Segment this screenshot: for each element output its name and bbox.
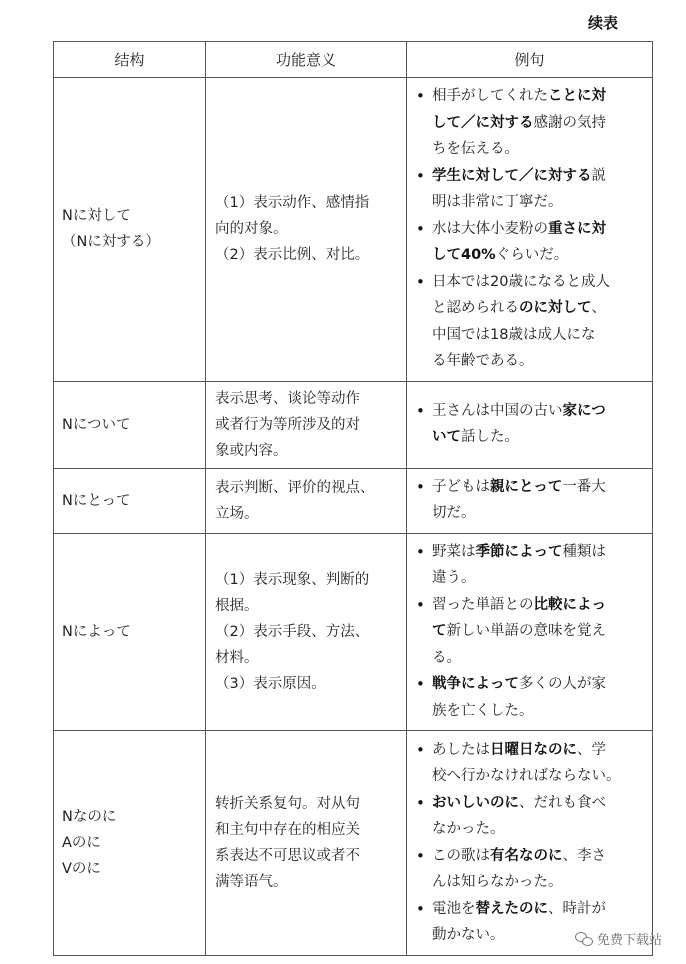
example-text: 動かない。 xyxy=(432,927,505,943)
watermark xyxy=(575,929,662,948)
example-text: 、学 xyxy=(577,741,606,758)
watermark-text: 免费下载站 xyxy=(596,933,662,948)
example-line xyxy=(432,671,646,698)
example-text: 、だれも食べ xyxy=(519,794,606,811)
pattern-cell xyxy=(54,78,206,382)
example-line xyxy=(432,348,646,375)
example-item xyxy=(415,398,646,451)
pattern-cell xyxy=(54,731,206,956)
bold-grammar-text: 比較によっ xyxy=(533,596,606,613)
example-text: 電池を xyxy=(432,900,476,917)
pattern-line: Nによって xyxy=(62,623,131,640)
example-line xyxy=(432,500,646,527)
function-line: 或者行为等所涉及的对 xyxy=(215,416,360,433)
bold-grammar-text: 学生に対して／に対する xyxy=(432,167,592,184)
example-text: 多くの人が家 xyxy=(519,676,606,692)
table-row xyxy=(54,78,653,382)
example-line xyxy=(432,398,646,425)
function-cell xyxy=(206,468,407,533)
example-line xyxy=(432,163,646,190)
example-line xyxy=(432,565,646,592)
bold-grammar-text: して／に対する xyxy=(432,114,534,131)
example-text: と認められる xyxy=(432,300,519,316)
bold-grammar-text: ことに対 xyxy=(548,88,606,104)
example-text: 相手がしてくれた xyxy=(432,88,548,104)
function-line: 系表达不可思议或者不 xyxy=(215,848,360,864)
example-line xyxy=(432,737,646,764)
example-text: 切だ。 xyxy=(432,505,476,521)
example-text: あしたは xyxy=(432,741,490,758)
example-text: 族を亡くした。 xyxy=(432,702,534,719)
example-item xyxy=(415,163,646,216)
function-line: 和主句中存在的相应关 xyxy=(215,822,360,838)
example-item xyxy=(415,539,646,592)
function-cell xyxy=(206,731,407,956)
example-text: 校へ行かなければならない。 xyxy=(432,768,621,784)
pattern-line: Aのに xyxy=(62,835,101,851)
function-cell xyxy=(206,78,407,382)
bold-grammar-text: 日曜日なのに xyxy=(490,741,577,758)
function-line: 材料。 xyxy=(215,649,259,666)
function-cell xyxy=(206,533,407,731)
bold-grammar-text: して40% xyxy=(432,247,496,263)
pattern-line: （Nに対する） xyxy=(62,234,160,251)
header-function: 功能意义 xyxy=(206,42,407,78)
bold-grammar-text: 親にとって xyxy=(490,478,563,495)
bold-grammar-text: 重さに対 xyxy=(548,220,606,237)
function-line: （1）表示现象、判断的 xyxy=(215,571,370,588)
example-line xyxy=(432,83,646,110)
example-line xyxy=(432,136,646,163)
example-text: この歌は xyxy=(432,847,490,864)
function-line: （2）表示手段、方法、 xyxy=(215,623,370,640)
example-line xyxy=(432,816,646,843)
example-line xyxy=(432,698,646,725)
bold-grammar-text: て xyxy=(432,623,447,639)
pattern-line: Nに対して xyxy=(62,208,131,225)
example-list xyxy=(415,474,646,527)
example-item xyxy=(415,671,646,724)
example-item xyxy=(415,269,646,375)
bold-grammar-text: 家につ xyxy=(562,402,606,419)
function-line: 立场。 xyxy=(215,505,259,522)
example-line xyxy=(432,843,646,870)
example-text: 説 xyxy=(591,167,606,184)
example-line xyxy=(432,645,646,672)
function-line: （2）表示比例、对比。 xyxy=(215,247,370,264)
example-line xyxy=(432,322,646,349)
example-text: 、時計が xyxy=(548,900,606,917)
example-line xyxy=(432,896,646,923)
example-text: ちを伝える。 xyxy=(432,141,519,157)
example-text: なかった。 xyxy=(432,821,505,837)
bold-grammar-text: 替えたのに xyxy=(475,900,548,917)
function-line: 象或内容。 xyxy=(215,442,288,459)
pattern-line: Nについて xyxy=(62,416,131,433)
example-line xyxy=(432,242,646,269)
function-line: 表示思考、谈论等动作 xyxy=(215,390,360,407)
table-row xyxy=(54,381,653,468)
example-text: 感謝の気持 xyxy=(533,114,606,131)
example-text: 一番大 xyxy=(562,478,606,495)
example-line xyxy=(432,539,646,566)
example-line xyxy=(432,424,646,451)
example-text: 習った単語との xyxy=(432,596,534,613)
example-text: 子どもは xyxy=(432,478,490,495)
function-line: 表示判断、评价的视点、 xyxy=(215,479,375,496)
example-item xyxy=(415,83,646,163)
function-line: 根据。 xyxy=(215,597,259,614)
example-list xyxy=(415,539,646,725)
example-item xyxy=(415,737,646,790)
example-text: 王さんは中国の古い xyxy=(432,402,563,419)
examples-cell xyxy=(407,78,653,382)
pattern-cell xyxy=(54,533,206,731)
table-row xyxy=(54,731,653,956)
example-line xyxy=(432,869,646,896)
example-line xyxy=(432,295,646,322)
example-text: 新しい単語の意味を覚え xyxy=(446,623,606,639)
table-row xyxy=(54,533,653,731)
bold-grammar-text: 戦争によって xyxy=(432,676,519,692)
example-item xyxy=(415,216,646,269)
pattern-line: Nにとって xyxy=(62,492,131,509)
examples-cell xyxy=(407,381,653,468)
continuation-label: 续表 xyxy=(587,14,618,32)
pattern-cell xyxy=(54,468,206,533)
example-text: 野菜は xyxy=(432,543,476,560)
example-line xyxy=(432,618,646,645)
bold-grammar-text: のに対して xyxy=(519,300,592,316)
example-text: る。 xyxy=(432,649,461,666)
table-row xyxy=(54,468,653,533)
function-line: 转折关系复句。对从句 xyxy=(215,796,360,812)
function-cell xyxy=(206,381,407,468)
bold-grammar-text: おいしいのに xyxy=(432,794,519,811)
example-item xyxy=(415,474,646,527)
example-text: 中国では18歳は成人にな xyxy=(432,326,596,343)
example-text: んは知らなかった。 xyxy=(432,874,563,890)
example-text: る年齢である。 xyxy=(432,353,534,369)
example-line xyxy=(432,592,646,619)
header-structure: 结构 xyxy=(54,42,206,78)
examples-cell xyxy=(407,731,653,956)
example-line xyxy=(432,110,646,137)
pattern-line: Nなのに xyxy=(62,809,117,825)
example-text: 日本では20歳になると成人 xyxy=(432,273,610,290)
example-line xyxy=(432,269,646,296)
example-item xyxy=(415,592,646,672)
example-item xyxy=(415,843,646,896)
example-text: 種類は xyxy=(562,543,606,560)
example-text: 話した。 xyxy=(461,429,519,445)
examples-cell xyxy=(407,533,653,731)
bold-grammar-text: いて xyxy=(432,429,461,445)
example-text: 明は非常に丁寧だ。 xyxy=(432,194,563,210)
pattern-cell xyxy=(54,381,206,468)
pattern-line: Vのに xyxy=(62,861,101,877)
bold-grammar-text: 季節によって xyxy=(475,543,563,560)
example-line xyxy=(432,474,646,501)
wechat-icon xyxy=(575,932,593,946)
function-line: 向的对象。 xyxy=(215,221,288,238)
example-line xyxy=(432,763,646,790)
header-examples: 例句 xyxy=(407,42,653,78)
example-item xyxy=(415,790,646,843)
example-list xyxy=(415,83,646,375)
example-line xyxy=(432,189,646,216)
bold-grammar-text: 有名なのに xyxy=(490,847,563,864)
example-text: 違う。 xyxy=(432,570,476,586)
example-line xyxy=(432,216,646,243)
example-text: 、 xyxy=(591,300,606,316)
function-line: 满等语气。 xyxy=(215,874,288,890)
header-row xyxy=(54,42,653,78)
example-text: 水は大体小麦粉の xyxy=(432,220,548,237)
grammar-table xyxy=(53,41,653,956)
example-list xyxy=(415,737,646,949)
example-text: ぐらいだ。 xyxy=(495,247,569,263)
example-line xyxy=(432,790,646,817)
example-list xyxy=(415,398,646,451)
examples-cell xyxy=(407,468,653,533)
example-text: 、李さ xyxy=(562,847,606,864)
function-line: （1）表示动作、感情指 xyxy=(215,195,370,212)
function-line: （3）表示原因。 xyxy=(215,675,326,692)
